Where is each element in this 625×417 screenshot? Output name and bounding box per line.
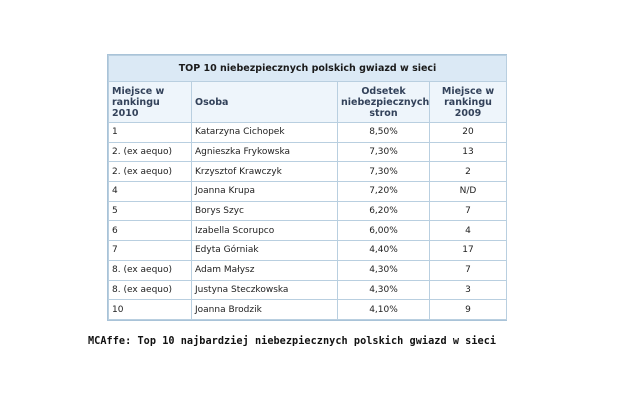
rank-2010-cell: 1 <box>109 123 192 143</box>
table-row <box>109 221 507 241</box>
rank-2009-cell: 9 <box>430 300 507 320</box>
share-cell: 7,20% <box>338 182 430 202</box>
rank-2010-cell: 7 <box>109 241 192 261</box>
table-row <box>109 182 507 202</box>
share-cell: 8,50% <box>338 123 430 143</box>
rank-2009-cell: 3 <box>430 280 507 300</box>
person-cell: Joanna Krupa <box>192 182 338 202</box>
rank-2010-cell: 5 <box>109 201 192 221</box>
person-cell: Adam Małysz <box>192 260 338 280</box>
table-title: TOP 10 niebezpiecznych polskich gwiazd w sieci <box>109 56 507 82</box>
rank-2009-cell: 2 <box>430 162 507 182</box>
share-cell: 6,00% <box>338 221 430 241</box>
header-dangerous-share: Odsetek niebezpiecznych stron <box>338 82 430 123</box>
rank-2010-cell: 2. (ex aequo) <box>109 162 192 182</box>
table-header-row <box>109 82 507 123</box>
rank-2010-cell: 10 <box>109 300 192 320</box>
rank-2009-cell: 7 <box>430 260 507 280</box>
table-title-row <box>109 56 507 82</box>
rank-2009-cell: 20 <box>430 123 507 143</box>
rank-2009-cell: 13 <box>430 142 507 162</box>
table-row <box>109 241 507 261</box>
table-row <box>109 162 507 182</box>
person-cell: Borys Szyc <box>192 201 338 221</box>
rank-2009-cell: N/D <box>430 182 507 202</box>
rank-2010-cell: 2. (ex aequo) <box>109 142 192 162</box>
image-caption: MCAffe: Top 10 najbardziej niebezpiecznych polskich gwiazd w sieci <box>88 336 497 347</box>
table-row <box>109 260 507 280</box>
share-cell: 6,20% <box>338 201 430 221</box>
rank-2010-cell: 8. (ex aequo) <box>109 260 192 280</box>
rank-2009-cell: 4 <box>430 221 507 241</box>
table-row <box>109 300 507 320</box>
person-cell: Krzysztof Krawczyk <box>192 162 338 182</box>
header-rank-2010: Miejsce w rankingu 2010 <box>109 82 192 123</box>
person-cell: Edyta Górniak <box>192 241 338 261</box>
rank-2010-cell: 8. (ex aequo) <box>109 280 192 300</box>
rank-2009-cell: 17 <box>430 241 507 261</box>
share-cell: 7,30% <box>338 162 430 182</box>
rank-2009-cell: 7 <box>430 201 507 221</box>
person-cell: Izabella Scorupco <box>192 221 338 241</box>
person-cell: Katarzyna Cichopek <box>192 123 338 143</box>
ranking-table-frame <box>107 54 507 321</box>
person-cell: Agnieszka Frykowska <box>192 142 338 162</box>
share-cell: 7,30% <box>338 142 430 162</box>
share-cell: 4,30% <box>338 260 430 280</box>
table-row <box>109 123 507 143</box>
table-row <box>109 280 507 300</box>
person-cell: Joanna Brodzik <box>192 300 338 320</box>
table-row <box>109 142 507 162</box>
share-cell: 4,30% <box>338 280 430 300</box>
ranking-table <box>108 55 507 320</box>
person-cell: Justyna Steczkowska <box>192 280 338 300</box>
rank-2010-cell: 4 <box>109 182 192 202</box>
table-body <box>109 123 507 320</box>
rank-2010-cell: 6 <box>109 221 192 241</box>
share-cell: 4,10% <box>338 300 430 320</box>
header-rank-2009: Miejsce w rankingu 2009 <box>430 82 507 123</box>
share-cell: 4,40% <box>338 241 430 261</box>
table-row <box>109 201 507 221</box>
header-person: Osoba <box>192 82 338 123</box>
